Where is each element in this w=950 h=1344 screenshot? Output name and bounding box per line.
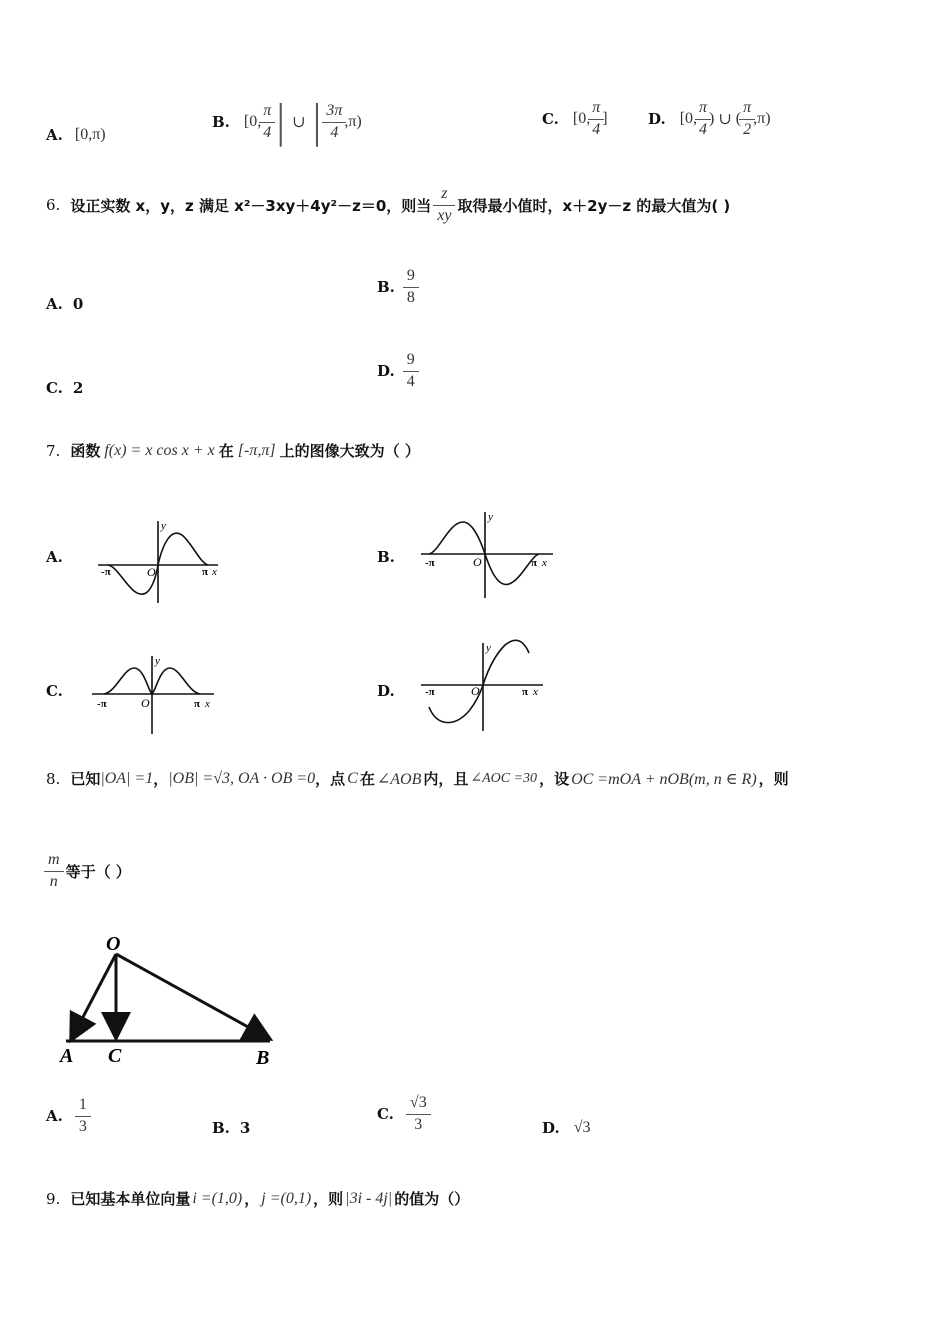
q6-option-a[interactable]: [46, 295, 83, 313]
tick-pos-pi: π: [202, 566, 209, 578]
option-label: D.: [542, 1119, 560, 1137]
q7-graph-b: [415, 508, 560, 600]
question-number: 9.: [46, 1189, 61, 1208]
oc-expression: OC =mOA + nOB(m, n ∈ R): [571, 770, 757, 788]
option-value: 3: [239, 1119, 251, 1137]
tick-pos-pi: π: [194, 698, 201, 710]
q7-graph-a: [90, 515, 230, 605]
option-value: 0: [72, 295, 84, 313]
option-label: B.: [212, 113, 230, 131]
tick-pos-pi: π: [531, 557, 538, 569]
q6-stem: [46, 186, 730, 225]
q6-option-c[interactable]: [46, 379, 83, 397]
origin-label: O: [147, 565, 156, 579]
option-label: A.: [46, 548, 63, 566]
tick-pos-pi: π: [522, 686, 529, 698]
q6-option-b[interactable]: [377, 268, 417, 307]
option-value: $\frac{9}{8}$: [405, 268, 417, 307]
question-text-tail: 等于（ ）: [65, 862, 131, 881]
axis-y-label: y: [488, 511, 493, 523]
function-expression: f(x) = x cos x + x: [104, 441, 215, 459]
question-number: 6.: [46, 196, 61, 215]
q5-option-b[interactable]: B. [0, $\frac{\pi}{4}$ | ∪ | $\frac{3\pi}{4}$ ,π): [212, 96, 362, 147]
q8-stem: [46, 768, 789, 789]
question-text: ，设: [539, 770, 570, 788]
vector-i-expression: i =(1,0): [192, 1189, 243, 1207]
axis-y-label: y: [161, 520, 166, 532]
question-text-tail: 上的图像大致为（ ）: [279, 442, 420, 460]
q7-option-c[interactable]: [46, 682, 63, 700]
option-label: C.: [542, 110, 559, 129]
tick-neg-pi: -π: [101, 566, 111, 578]
q8-option-d[interactable]: [542, 1119, 590, 1137]
question-number: 8.: [46, 769, 61, 788]
question-text: ，则: [313, 1190, 344, 1208]
axis-x-label: x: [205, 698, 210, 710]
question-text: 内，且: [423, 770, 469, 788]
option-value: $\frac{1}{3}$: [77, 1097, 89, 1136]
q8-option-c[interactable]: [377, 1095, 429, 1134]
question-text: 已知: [70, 770, 101, 788]
option-label: B.: [212, 1119, 230, 1137]
point-c: C: [347, 769, 358, 787]
question-text: ，则: [758, 770, 789, 788]
question-text: 在: [218, 442, 234, 460]
option-label: A.: [46, 126, 63, 144]
union-symbol: ∪: [292, 114, 306, 131]
origin-label: O: [141, 696, 150, 710]
point-o-label: O: [106, 933, 121, 955]
question-text: 已知基本单位向量: [70, 1190, 191, 1208]
option-value: $\frac{9}{4}$: [405, 352, 417, 391]
question-text-tail: 取得最小值时，x＋2y－z 的最大值为( ): [457, 196, 731, 215]
option-label: D.: [648, 110, 666, 129]
q9-stem: [46, 1188, 469, 1209]
oa-expression: |OA| =1: [100, 769, 154, 787]
axis-x-label: x: [212, 566, 217, 578]
q5-option-c[interactable]: C. [0, $\frac{\pi}{4}$ ]: [542, 99, 608, 138]
q6-option-d[interactable]: [377, 352, 417, 391]
tick-neg-pi: -π: [97, 698, 107, 710]
question-text: 函数: [70, 442, 101, 460]
interval-open: [0,: [243, 113, 262, 130]
option-label: B.: [377, 278, 395, 297]
option-label: D.: [377, 682, 395, 700]
axis-x-label: x: [542, 557, 547, 569]
option-label: C.: [46, 379, 63, 397]
axis-y-label: y: [486, 642, 491, 654]
vector-oa: [72, 954, 116, 1038]
question-text-tail: 的值为（）: [394, 1190, 470, 1208]
option-label: D.: [377, 362, 395, 381]
question-text: ，: [244, 1190, 260, 1208]
option-label: C.: [46, 682, 63, 700]
question-text: ，点: [315, 770, 346, 788]
angle-aoc: ∠AOC =30: [470, 771, 538, 786]
question-text: ，: [153, 770, 169, 788]
interval-expression: [-π,π]: [237, 441, 276, 459]
option-label: A.: [46, 295, 63, 313]
abs-expression: |3i - 4j|: [345, 1189, 393, 1207]
q8-stem-line2: [46, 852, 131, 891]
point-a-label: A: [60, 1045, 74, 1067]
option-label: B.: [377, 548, 395, 566]
q8-triangle-figure: [56, 928, 286, 1073]
vector-ob: [116, 954, 268, 1038]
angle-aob: ∠AOB: [376, 770, 422, 788]
q7-option-a[interactable]: [46, 548, 63, 566]
ob-expression: |OB| =√3, OA · OB =0: [168, 769, 316, 787]
option-label: C.: [377, 1105, 394, 1124]
q8-option-b[interactable]: [212, 1119, 250, 1137]
axis-y-label: y: [155, 655, 160, 667]
tick-neg-pi: -π: [425, 686, 435, 698]
q7-graph-c: [88, 652, 223, 736]
origin-label: O: [471, 684, 480, 698]
option-value: 2: [72, 379, 84, 397]
option-value: √3: [573, 1119, 591, 1136]
fraction-m-n: $\frac{m}{n}$: [46, 852, 62, 891]
option-value: [0,π): [74, 126, 106, 143]
vector-j-expression: j =(0,1): [261, 1189, 312, 1207]
q5-option-d[interactable]: D. [0, $\frac{\pi}{4}$ ) ∪ ( $\frac{\pi}{2}$ ,π): [648, 99, 771, 138]
question-text: 在: [359, 770, 375, 788]
q7-option-d[interactable]: [377, 682, 395, 700]
q8-option-a[interactable]: [46, 1097, 89, 1136]
question-text: 设正实数 x，y，z 满足 x²－3xy＋4y²－z＝0，则当: [70, 196, 432, 215]
point-b-label: B: [256, 1047, 270, 1069]
axis-x-label: x: [533, 686, 538, 698]
point-c-label: C: [108, 1045, 122, 1067]
q7-stem: [46, 440, 420, 461]
option-value: $\frac{√3}{3}$: [408, 1095, 429, 1134]
option-label: A.: [46, 1107, 63, 1126]
q5-option-a[interactable]: [46, 126, 106, 144]
question-number: 7.: [46, 441, 61, 460]
origin-label: O: [473, 555, 482, 569]
q7-graph-d: [415, 635, 550, 735]
fraction-z-xy: $\frac{z}{xy}$: [435, 186, 453, 225]
q7-option-b[interactable]: [377, 548, 395, 566]
tick-neg-pi: -π: [425, 557, 435, 569]
